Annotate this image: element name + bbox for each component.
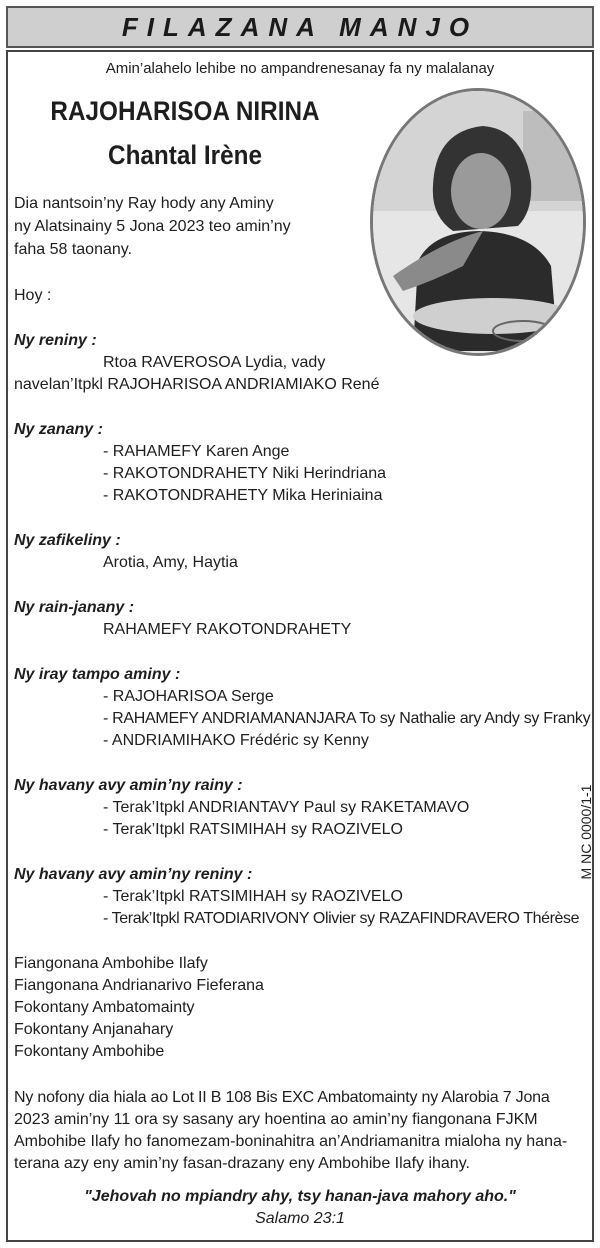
church-line-3: Fokontany Ambatomainty	[14, 999, 195, 1016]
havany-reniny-line-2: - Terak’Itpkl RATODIARIVONY Olivier sy RAZAFINDRAVERO Thérèse	[103, 910, 580, 927]
tagline: Amin’alahelo lehibe no ampandrenesanay fa ny malalanay	[105, 60, 495, 77]
section-heading-zafikeliny: Ny zafikeliny :	[14, 532, 121, 549]
havany-rainy-line-1: - Terak’Itpkl ANDRIANTAVY Paul sy RAKETAMAVO	[103, 799, 470, 816]
reniny-line-1: Rtoa RAVEROSOA Lydia, vady	[103, 354, 326, 371]
havany-reniny-line-1: - Terak’Itpkl RATSIMIHAH sy RAOZIVELO	[103, 888, 403, 905]
section-heading-rain-janany: Ny rain-janany :	[14, 599, 135, 616]
church-line-4: Fokontany Anjanahary	[14, 1021, 174, 1038]
zanany-line-2: - RAKOTONDRAHETY Niki Herindriana	[103, 465, 387, 482]
bible-verse-source: Salamo 23:1	[255, 1210, 345, 1227]
zanany-line-3: - RAKOTONDRAHETY Mika Heriniaina	[103, 487, 383, 504]
havany-rainy-line-2: - Terak’Itpkl RATSIMIHAH sy RAOZIVELO	[103, 821, 403, 838]
section-heading-havany-reniny: Ny havany avy amin’ny reniny :	[14, 866, 253, 883]
announcement-line-3: faha 58 taonany.	[14, 241, 133, 258]
hoy-label: Hoy :	[14, 287, 52, 304]
section-heading-reniny: Ny reniny :	[14, 332, 97, 349]
reniny-line-2: navelan’Itpkl RAJOHARISOA ANDRIAMIAKO René	[14, 376, 380, 393]
zanany-line-1: - RAHAMEFY Karen Ange	[103, 443, 290, 460]
portrait-photo	[370, 88, 586, 356]
funeral-line-3: Ambohibe Ilafy ho fanomezam-boninahitra an’Andriamanitra mialoha ny hana-	[14, 1133, 568, 1150]
iray-tampo-line-3: - ANDRIAMIHAKO Frédéric sy Kenny	[103, 732, 369, 749]
funeral-line-4: terana azy eny amin’ny fasan-drazany eny Ambohibe Ilafy ihany.	[14, 1155, 470, 1172]
zafikeliny-line-1: Arotia, Amy, Haytia	[103, 554, 238, 571]
notice-title: FILAZANA MANJO	[121, 11, 479, 42]
church-line-1: Fiangonana Ambohibe Ilafy	[14, 955, 208, 972]
iray-tampo-line-2: - RAHAMEFY ANDRIAMANANJARA To sy Nathalie ary Andy sy Franky	[103, 710, 591, 727]
deceased-surname: RAJOHARISOA NIRINA	[50, 96, 320, 126]
iray-tampo-line-1: - RAJOHARISOA Serge	[103, 688, 274, 705]
reference-code: M NC 0000/1-1	[578, 784, 594, 880]
rain-janany-line-1: RAHAMEFY RAKOTONDRAHETY	[103, 621, 352, 638]
funeral-line-2: 2023 amin’ny 11 ora sy sasany ary hoentina ao amin’ny fiangonana FJKM	[14, 1111, 538, 1128]
deceased-given-name: Chantal Irène	[108, 140, 262, 170]
announcement-line-1: Dia nantsoin’ny Ray hody any Aminy	[14, 195, 274, 212]
funeral-line-1: Ny nofony dia hiala ao Lot II B 108 Bis EXC Ambatomainty ny Alarobia 7 Jona	[14, 1089, 550, 1106]
church-line-2: Fiangonana Andrianarivo Fieferana	[14, 977, 264, 994]
section-heading-zanany: Ny zanany :	[14, 421, 103, 438]
section-heading-iray-tampo: Ny iray tampo aminy :	[14, 666, 181, 683]
church-line-5: Fokontany Ambohibe	[14, 1043, 165, 1060]
header-banner	[6, 6, 594, 48]
section-heading-havany-rainy: Ny havany avy amin’ny rainy :	[14, 777, 243, 794]
portrait-image	[373, 91, 583, 353]
announcement-line-2: ny Alatsinainy 5 Jona 2023 teo amin’ny	[14, 218, 291, 235]
bible-verse-quote: "Jehovah no mpiandry ahy, tsy hanan-java mahory aho."	[84, 1188, 516, 1205]
